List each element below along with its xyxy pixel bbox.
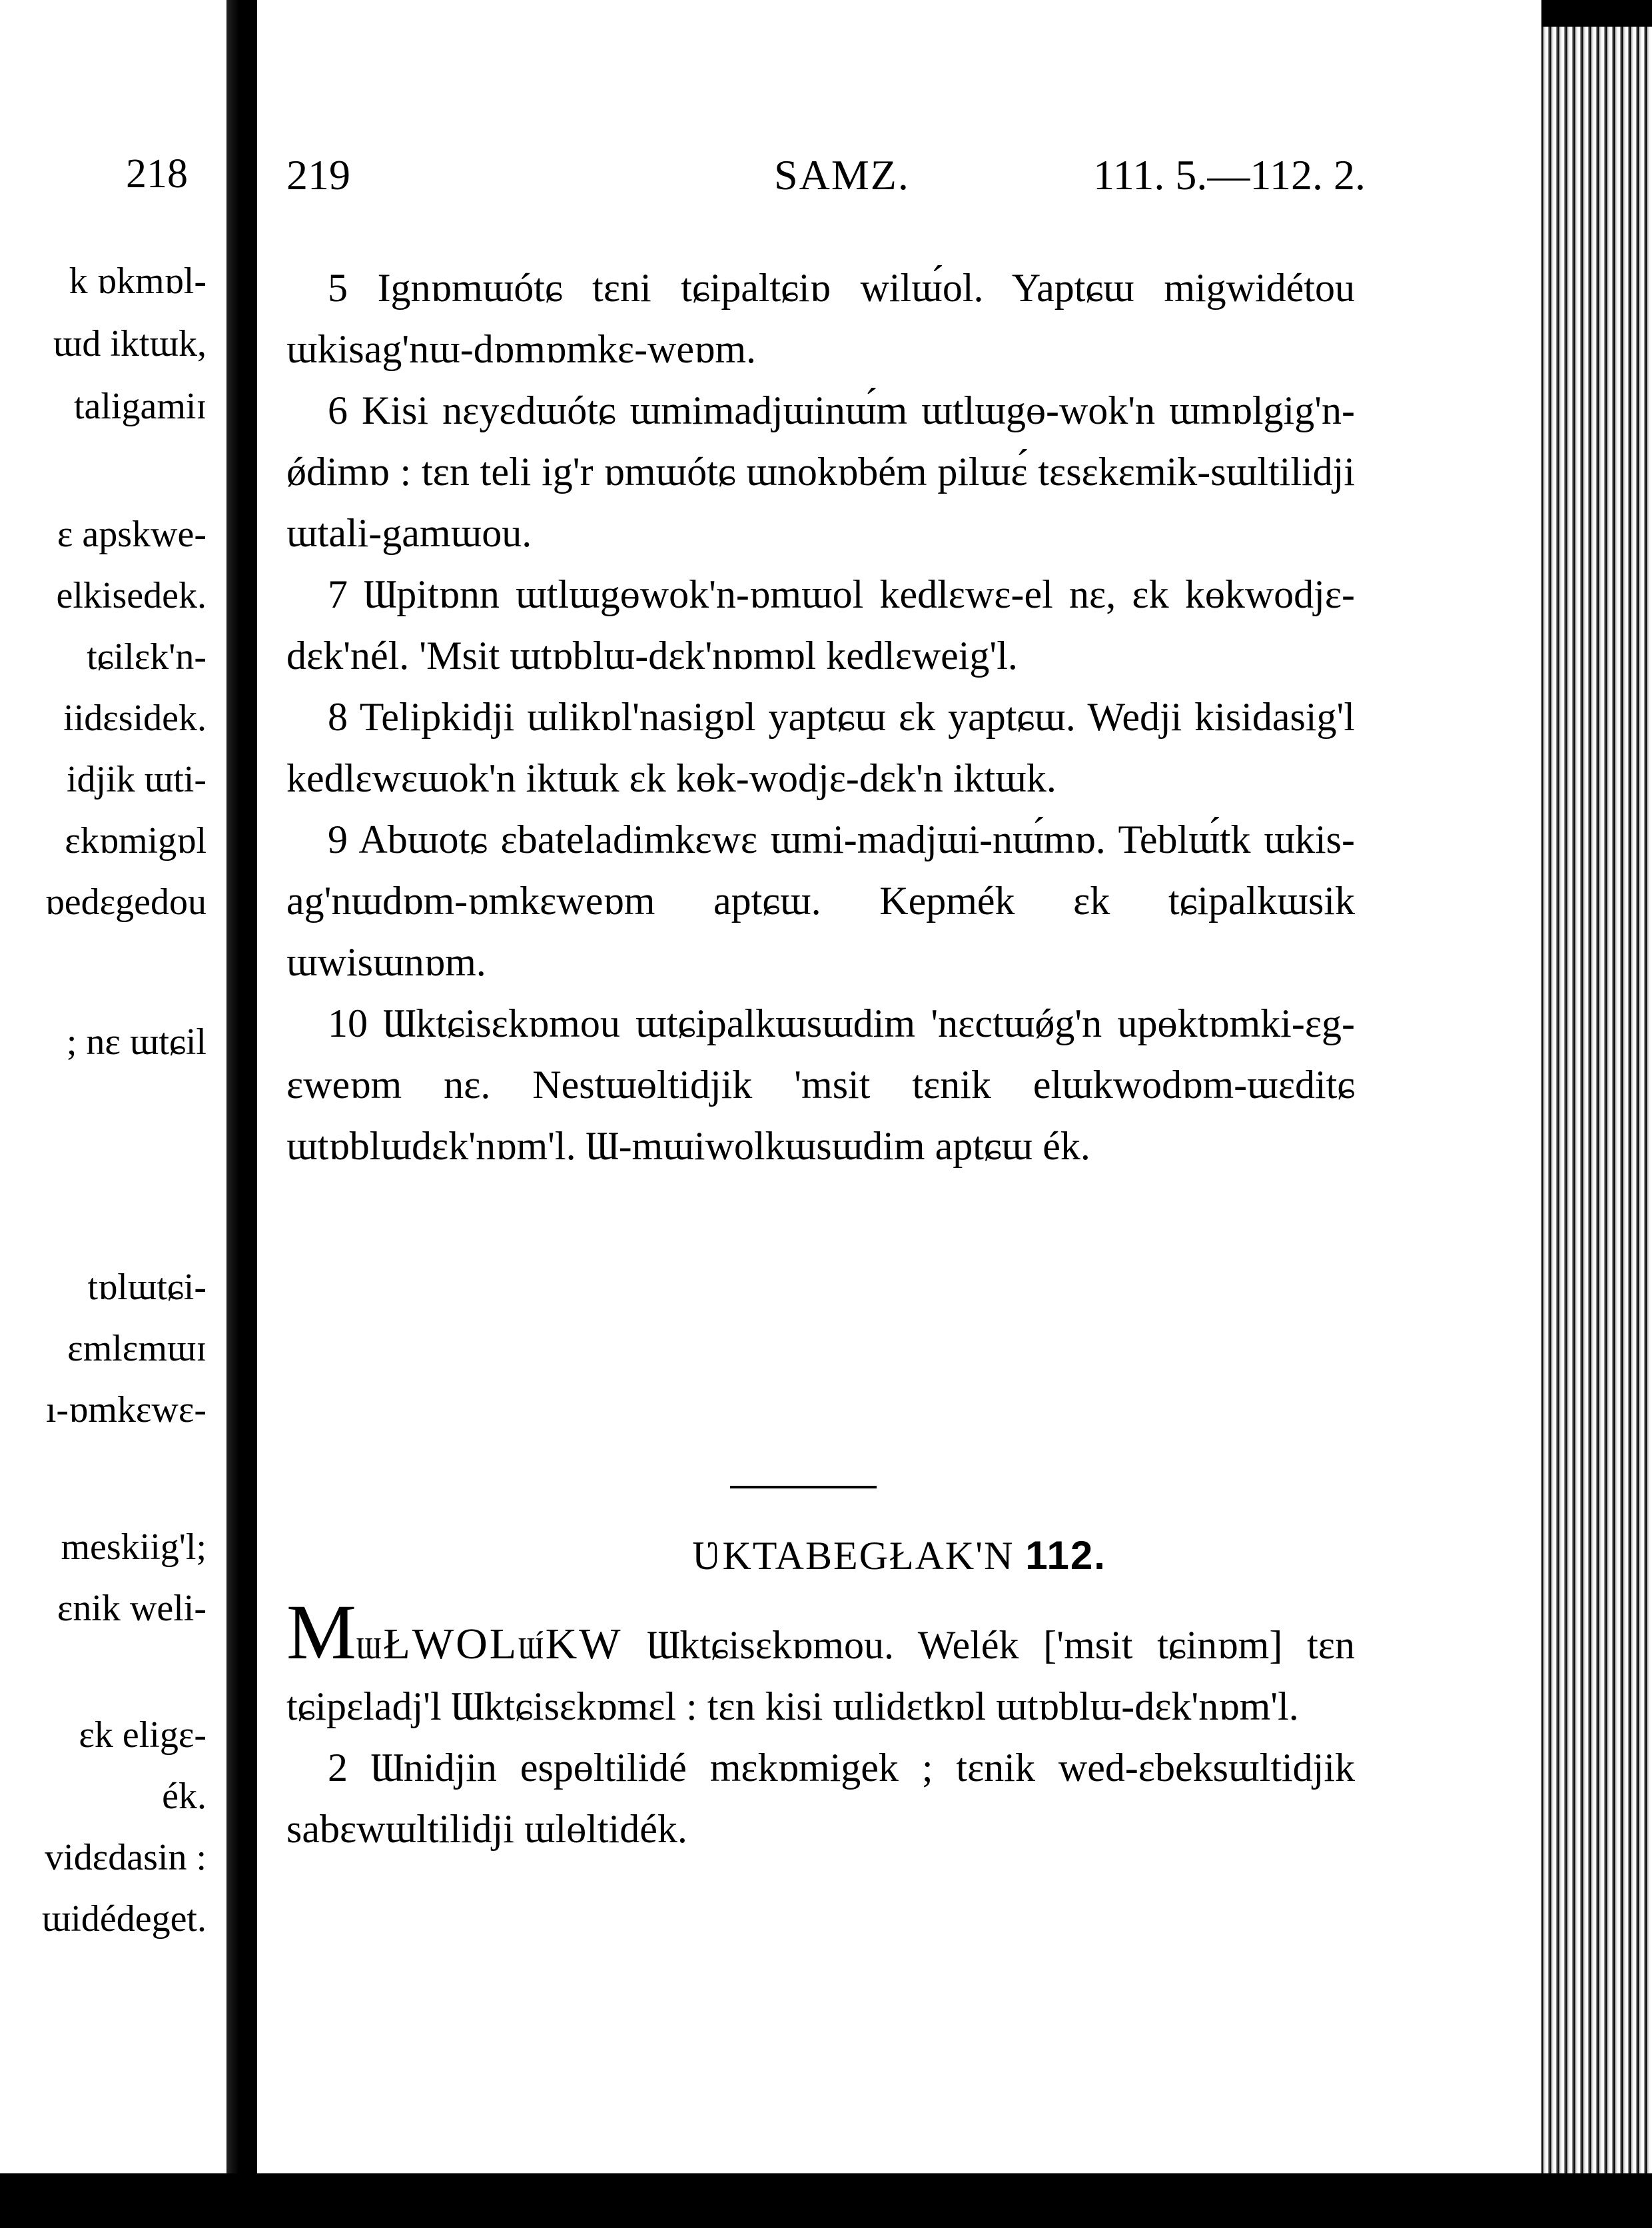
- left-page-line: iidɛsidek.: [63, 698, 206, 739]
- left-page-line: ; nɛ ɯtɕil: [66, 1021, 206, 1063]
- left-page-line: tɒlɯtɕi-: [87, 1267, 206, 1308]
- verse-112-1-text: Ɯktɕisɛkɒmou. Welék ['msit tɕinɒm] tɛn tɕipɛladj'l Ɯktɕisɛkɒmɛl : tɛn kisi ɯlidɛtkɒl ɯtɒblɯ-dɛk'nɒm'l.: [286, 1623, 1355, 1728]
- verse-111-6: 6 Kisi nɛyɛdɯótɕ ɯmimadjɯinɯ́m ɯtlɯgɵ-wok'n ɯmɒlgig'n-ǿdimɒ : tɛn teli ig'r ɒmɯótɕ ɯnokɒbém pilɯɛ́ tɛsɛkɛmik-sɯltilidji ɯtali-gamɯou.: [286, 388, 1355, 555]
- left-page-line: elkisedek.: [56, 575, 206, 616]
- right-page: [257, 0, 1541, 2228]
- left-page-line: tɕilɛk'n-: [87, 636, 206, 678]
- left-page-line: ɛnik weli-: [57, 1588, 206, 1629]
- scan-border-bottom: [0, 2173, 1652, 2228]
- psalm-111-verses: [286, 257, 1355, 1177]
- left-page-line: ı-ɒmkɛwɛ-: [45, 1389, 206, 1430]
- left-page-line: ɒedɛgedou: [45, 881, 206, 923]
- left-page-line: ɯd iktɯk,: [53, 323, 206, 364]
- drop-cap: M: [286, 1588, 356, 1676]
- page-edges: [1541, 27, 1652, 2219]
- left-page-line: meskiig'l;: [61, 1526, 206, 1568]
- psalm-112-verses: [286, 1588, 1355, 1860]
- left-page-line: ɛkɒmigɒl: [65, 820, 206, 861]
- first-word: ɯŁWOLɯ́KW: [356, 1620, 623, 1668]
- left-page-line: ɛ apskwe-: [57, 514, 206, 555]
- verse-111-8: 8 Telipkidji ɯlikɒl'nasigɒl yaptɕɯ ɛk yaptɕɯ. Wedji kisidasig'l kedlɛwɛɯok'n iktɯk ɛk kɵk-wodjɛ-dɛk'n iktɯk.: [286, 695, 1355, 800]
- left-page-line: ɛmlɛmɯɪ: [67, 1328, 206, 1369]
- verse-112-2: 2 Ɯnidjin espɵltilidé mɛkɒmigek ; tɛnik wed-ɛbeksɯltidjik sabɛwɯltilidji ɯlɵltidék.: [286, 1746, 1355, 1851]
- left-page-line: idjik ɯti-: [67, 759, 206, 800]
- verse-111-9: 9 Abɯotɕ ɛbateladimkɛwɛ ɯmi-madjɯi-nɯ́mɒ. Teblɯ́tk ɯkis-ag'nɯdɒm-ɒmkɛweɒm aptɕɯ. Kepmék ɛk tɕipalkɯsik ɯwisɯnɒm.: [286, 818, 1355, 984]
- book-gutter: [226, 0, 257, 2228]
- verse-111-5: 5 Ignɒmɯótɕ tɛni tɕipaltɕiɒ wilɯ́ol. Yaptɕɯ migwidétou ɯkisag'nɯ-dɒmɒmkɛ-weɒm.: [286, 266, 1355, 371]
- left-page: [0, 0, 226, 2228]
- verse-111-7: 7 Ɯpitɒnn ɯtlɯgɵwok'n-ɒmɯol kedlɛwɛ-el nɛ, ɛk kɵkwodjɛ-dɛk'nél. 'Msit ɯtɒblɯ-dɛk'nɒmɒl kedlɛweig'l.: [286, 572, 1355, 678]
- chapter-heading-label: ƲKTABEGŁAK'N: [692, 1534, 1015, 1578]
- left-page-line: ɯidédeget.: [41, 1898, 206, 1940]
- chapter-heading: [257, 1532, 1541, 1579]
- left-page-line: vidɛdasin :: [45, 1837, 206, 1878]
- left-page-line: ék.: [162, 1776, 206, 1817]
- chapter-heading-number: 112.: [1025, 1533, 1106, 1578]
- left-page-line: taligamiɪ: [73, 386, 206, 427]
- section-divider: [730, 1486, 877, 1488]
- right-page-number: 219: [286, 151, 350, 199]
- left-page-line: ɛk eligɛ-: [79, 1714, 206, 1756]
- verse-range: 111. 5.—112. 2.: [1093, 151, 1366, 199]
- running-header: [286, 151, 1366, 204]
- running-title: SAMZ.: [774, 151, 910, 199]
- left-page-line: k ɒkmɒl-: [69, 261, 206, 302]
- verse-112-1: [286, 1588, 1355, 1737]
- left-page-number: 218: [126, 151, 188, 197]
- verse-111-10: 10 Ɯktɕisɛkɒmou ɯtɕipalkɯsɯdim 'nɛctɯǿg'n upɵktɒmki-ɛg-ɛweɒm nɛ. Nestɯɵltidjik 'msit tɛnik elɯkwodɒm-ɯɛditɕ ɯtɒblɯdɛk'nɒm'l. Ɯ-mɯiwolkɯsɯdim aptɕɯ ék.: [286, 1001, 1355, 1168]
